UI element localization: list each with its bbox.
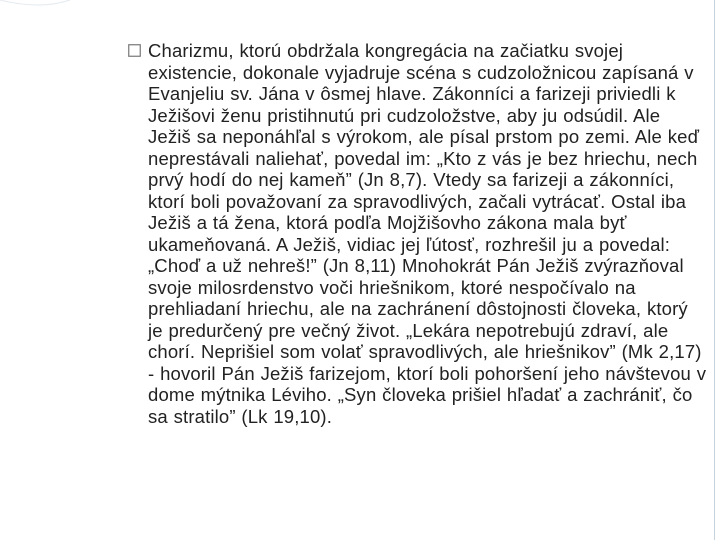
decorative-corner-curve — [0, 0, 130, 540]
right-border-line — [714, 0, 715, 540]
text-content — [128, 40, 708, 427]
hollow-square-bullet-icon — [128, 44, 141, 57]
bullet-paragraph — [128, 40, 708, 427]
paragraph-text: Charizmu, ktorú obdržala kongregácia na začiatku svojej existencie, dokonale vyjadruje scéna s cudzoložnicou zapísaná v Evanjeliu sv. Jána v ôsmej hlave. Zákonníci a farizeji priviedli k Ježišovi ženu pristihnutú pri cudzoložstve, aby ju odsúdil. Ale Ježiš sa neponáhľal s výrokom, ale písal prstom po zemi. Ale keď neprestávali naliehať, povedal im: „Kto z vás je bez hriechu, nech prvý hodí do nej kameň” (Jn 8,7). Vtedy sa farizeji a zákonníci, ktorí boli považovaní za spravodlivých, začali vytrácať. Ostal iba Ježiš a tá žena, ktorá podľa Mojžišovho zákona mala byť ukameňovaná. A Ježiš, vidiac jej ľútosť, rozhrešil ju a povedal: „Choď a už nehreš!” (Jn 8,11) Mnohokrát Pán Ježiš zvýrazňoval svoje milosrdenstvo voči hriešnikom, ktoré nespočívalo na prehliadaní hriechu, ale na zachránení dôstojnosti človeka, ktorý je predurčený pre večný život. „Lekára nepotrebujú zdraví, ale chorí. Neprišiel som volať spravodlivých, ale hriešnikov” (Mk 2,17) - hovoril Pán Ježiš farizejom, ktorí boli pohoršení jeho návštevou v dome mýtnika Léviho. „Syn človeka prišiel hľadať a zachrániť, čo sa stratilo” (Lk 19,10). — [148, 40, 707, 427]
